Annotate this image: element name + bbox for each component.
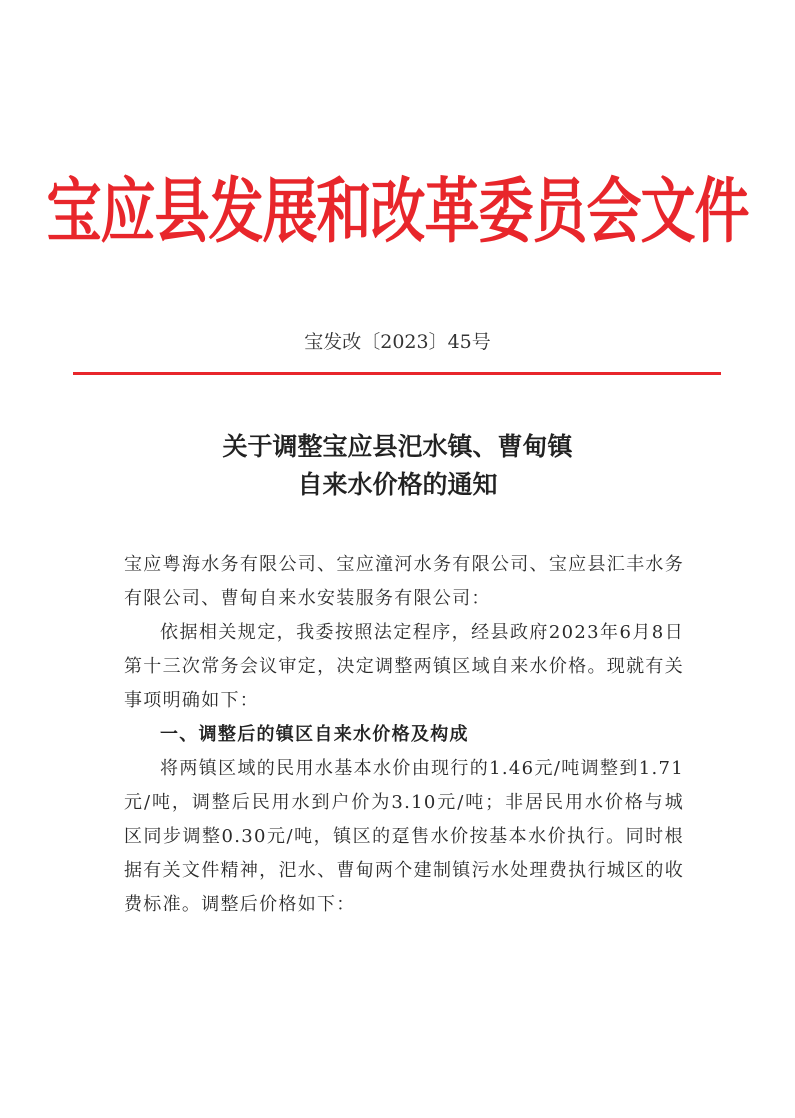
document-body	[124, 548, 684, 922]
section-1-heading: 一、调整后的镇区自来水价格及构成	[160, 724, 469, 745]
issuer-masthead: 宝应县发展和改革委员会文件	[46, 170, 749, 253]
document-number: 宝发改〔2023〕45号	[304, 331, 491, 353]
notice-title	[0, 428, 795, 504]
section-1-paragraph: 将两镇区域的民用水基本水价由现行的1.46元/吨调整到1.71元/吨，调整后民用水到户价为3.10元/吨；非居民用水价格与城区同步调整0.30元/吨，镇区的趸售水价按基本水价执行。同时根据有关文件精神，汜水、曹甸两个建制镇污水处理费执行城区的收费标准。调整后价格如下：	[124, 758, 684, 915]
red-divider-line	[73, 372, 721, 375]
intro-paragraph: 依据相关规定，我委按照法定程序，经县政府2023年6月8日第十三次常务会议审定，决定调整两镇区域自来水价格。现就有关事项明确如下：	[124, 622, 684, 711]
addressees-paragraph: 宝应粤海水务有限公司、宝应潼河水务有限公司、宝应县汇丰水务有限公司、曹甸自来水安装服务有限公司：	[124, 554, 684, 609]
notice-title-line-2: 自来水价格的通知	[297, 470, 498, 499]
notice-title-line-1: 关于调整宝应县汜水镇、曹甸镇	[222, 432, 573, 461]
